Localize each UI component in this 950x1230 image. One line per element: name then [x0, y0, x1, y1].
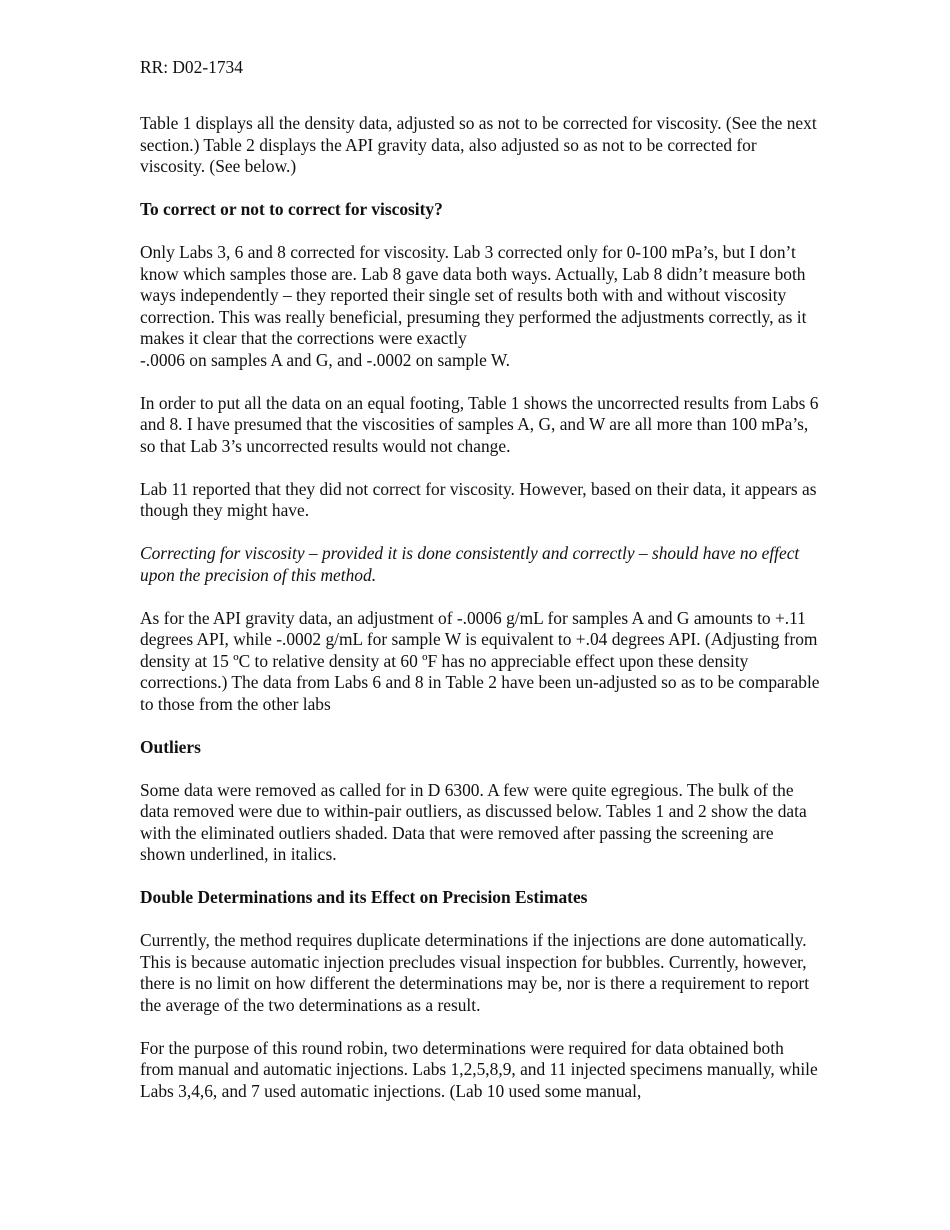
paragraph-precision-note: Correcting for viscosity – provided it is done consistently and correctly – should have no effect upon the precision of this method.: [140, 543, 800, 585]
paragraph-equal-footing: In order to put all the data on an equal footing, Table 1 shows the uncorrected results from Labs 6 and 8. I have presumed that the viscosities of samples A, G, and W are all more than 100 mPa’s, so that Lab 3’s uncorrected results would not change.: [140, 392, 819, 456]
paragraph-viscosity-labs-main: Only Labs 3, 6 and 8 corrected for viscosity. Lab 3 corrected only for 0-100 mPa’s, but I don’t know which samples those are. Lab 8 gave data both ways. Actually, Lab 8 didn’t measure both ways independently – they reported their single set of results both with and without viscosity correction. This was really beneficial, presuming they performed the adjustments correctly, as it makes it clear that the corrections were exactly: [140, 242, 807, 348]
paragraph-viscosity-labs: [140, 242, 820, 371]
heading-outliers: Outliers: [140, 736, 201, 757]
paragraph-outliers: Some data were removed as called for in D 6300. A few were quite egregious. The bulk of the data removed were due to within-pair outliers, as discussed below. Tables 1 and 2 show the data with the eliminated outliers shaded. Data that were removed after passing the screening are shown underlined, in italics.: [140, 779, 807, 864]
paragraph-viscosity-labs-tail: -.0006 on samples A and G, and -.0002 on sample W.: [140, 349, 510, 370]
paragraph-lab11: Lab 11 reported that they did not correct for viscosity. However, based on their data, it appears as though they might have.: [140, 478, 817, 520]
heading-viscosity: To correct or not to correct for viscosity?: [140, 199, 443, 219]
document-body: [140, 113, 820, 1124]
report-id-header: RR: D02-1734: [140, 57, 243, 77]
heading-double-determinations: Double Determinations and its Effect on Precision Estimates: [140, 887, 588, 907]
paragraph-table-intro: Table 1 displays all the density data, adjusted so as not to be corrected for viscosity. (See the next section.) Table 2 displays the API gravity data, also adjusted so as not to be corrected for viscosity. (See below.): [140, 113, 817, 176]
paragraph-api-gravity: As for the API gravity data, an adjustment of -.0006 g/mL for samples A and G amounts to +.11 degrees API, while -.0002 g/mL for sample W is equivalent to +.04 degrees API. (Adjusting from density at 15 ºC to relative density at 60 ºF has no appreciable effect upon these density corrections.) The data from Labs 6 and 8 in Table 2 have been un-adjusted so as to be comparable to those from the other labs: [140, 607, 820, 714]
paragraph-round-robin: For the purpose of this round robin, two determinations were required for data obtained both from manual and automatic injections. Labs 1,2,5,8,9, and 11 injected specimens manually, while Labs 3,4,6, and 7 used automatic injections. (Lab 10 used some manual,: [140, 1037, 818, 1101]
paragraph-duplicate-determinations: Currently, the method requires duplicate determinations if the injections are done automatically. This is because automatic injection precludes visual inspection for bubbles. Currently, however, there is no limit on how different the determinations may be, nor is there a requirement to report the average of the two determinations as a result.: [140, 930, 810, 1015]
